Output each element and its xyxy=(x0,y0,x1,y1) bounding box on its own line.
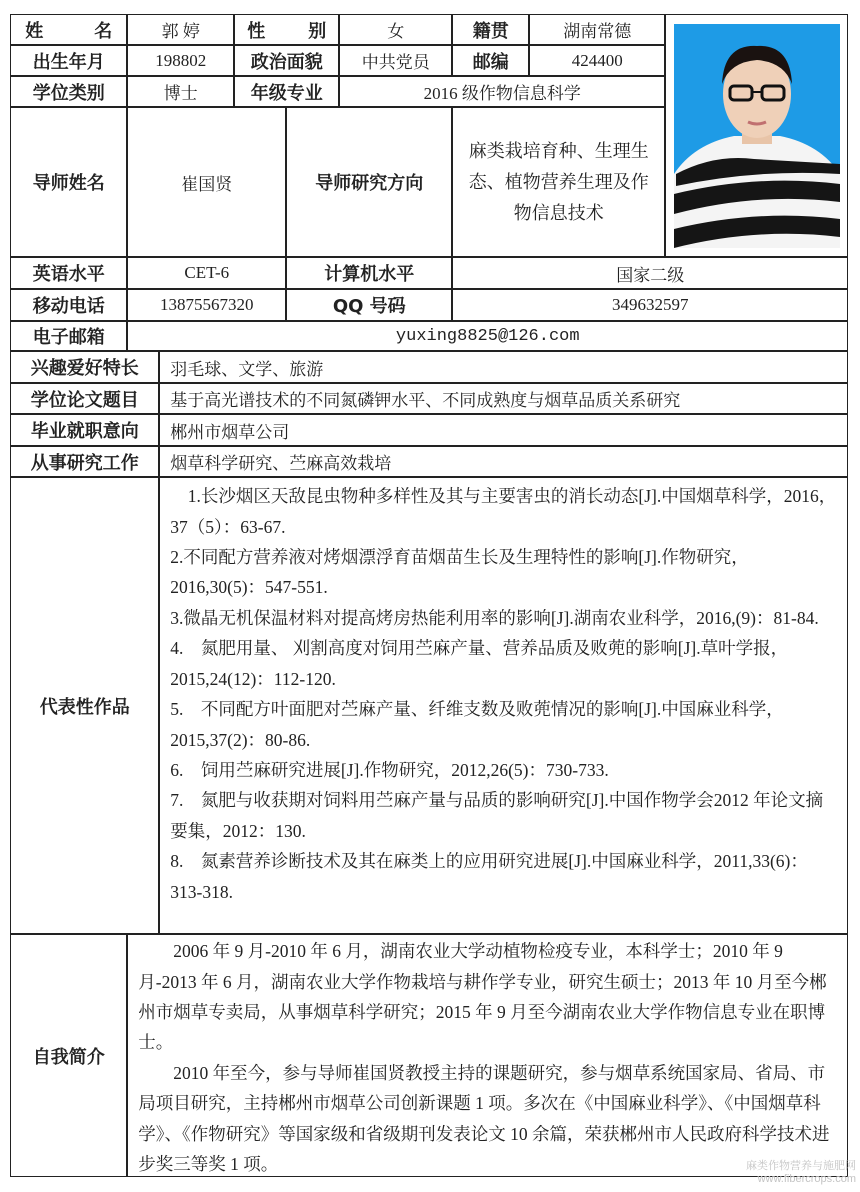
gender-value: 女 xyxy=(339,14,452,45)
english-label: 英语水平 xyxy=(10,257,127,289)
portrait-photo xyxy=(674,24,840,248)
works-label: 代表性作品 xyxy=(10,477,159,934)
advisor-direction-label: 导师研究方向 xyxy=(286,107,452,257)
phone-label: 移动电话 xyxy=(10,289,127,321)
name-label xyxy=(10,14,127,45)
intro-paragraph: 2006 年 9 月-2010 年 6 月，湖南农业大学动植物检疫专业，本科学士；2010 年 9 月-2013 年 6 月，湖南农业大学作物栽培与耕作学专业，研究生硕士；2013 年 10 月至今郴州市烟草专卖局，从事烟草科学研究；2015 年 9 月至今湖南农业大学作物信息专业在职博士。 xyxy=(138,941,827,1053)
gender-label xyxy=(234,14,339,45)
advisor-name-label: 导师姓名 xyxy=(10,107,127,257)
advisor-direction-value: 麻类栽培育种、生理生态、植物营养生理及作物信息技术 xyxy=(452,107,665,257)
email-value: yuxing8825@126.com xyxy=(127,321,848,351)
intro-label: 自我简介 xyxy=(10,934,127,1177)
thesis-value: 基于高光谱技术的不同氮磷钾水平、不同成熟度与烟草品质关系研究 xyxy=(159,383,848,414)
postcode-value: 424400 xyxy=(529,45,665,76)
research-label: 从事研究工作 xyxy=(10,446,159,477)
thesis-label: 学位论文题目 xyxy=(10,383,159,414)
email-label: 电子邮箱 xyxy=(10,321,127,351)
name-value: 郭 婷 xyxy=(127,14,234,45)
work-item: 5. 不同配方叶面肥对苎麻产量、纤维支数及败蔸情况的影响[J].中国麻业科学，2015,37(2)：80-86. xyxy=(170,699,784,750)
intro-paragraph: 2010 年至今，参与导师崔国贤教授主持的课题研究，参与烟草系统国家局、省局、市局项目研究，主持郴州市烟草公司创新课题 1 项。多次在《中国麻业科学》、《中国烟草科学》、《作物研究》等国家级和省级期刊发表论文 10 余篇，荣获郴州市人民政府科学技术进步奖三等奖 1 项。 xyxy=(138,1062,830,1175)
major-label: 年级专业 xyxy=(234,76,339,107)
hobbies-value: 羽毛球、文学、旅游 xyxy=(159,351,848,383)
politics-value: 中共党员 xyxy=(339,45,452,76)
work-item: 6. 饲用苎麻研究进展[J].作物研究，2012,26(5)：730-733. xyxy=(170,759,609,780)
birth-label: 出生年月 xyxy=(10,45,127,76)
advisor-name-value: 崔国贤 xyxy=(127,107,286,257)
work-item: 3.微晶无机保温材料对提高烤房热能利用率的影响[J].湖南农业科学，2016,(9)：81-84. xyxy=(170,607,819,628)
birth-value: 198802 xyxy=(127,45,234,76)
work-item: 7. 氮肥与收获期对饲料用苎麻产量与品质的影响研究[J].中国作物学会2012 年论文摘要集，2012：130. xyxy=(170,790,824,841)
career-label: 毕业就职意向 xyxy=(10,414,159,446)
photo-cell xyxy=(665,14,848,257)
watermark xyxy=(746,1160,856,1186)
name-label-text: 姓 名 xyxy=(25,20,113,42)
works-list xyxy=(159,477,848,934)
computer-value: 国家二级 xyxy=(452,257,848,289)
postcode-label: 邮编 xyxy=(452,45,529,76)
qq-value: 349632597 xyxy=(452,289,848,321)
intro-text xyxy=(127,934,848,1177)
work-item: 2.不同配方营养液对烤烟漂浮育苗烟苗生长及生理特性的影响[J].作物研究，2016,30(5)：547-551. xyxy=(170,547,749,598)
hometown-label: 籍贯 xyxy=(452,14,529,45)
qq-label: QQ 号码 xyxy=(286,289,452,321)
phone-value: 13875567320 xyxy=(127,289,286,321)
work-item: 4. 氮肥用量、 刈割高度对饲用苎麻产量、营养品质及败蔸的影响[J].草叶学报，2015,24(12)：112-120. xyxy=(170,638,789,689)
gender-label-text: 性 别 xyxy=(247,20,327,42)
work-item: 1.长沙烟区天敌昆虫物种多样性及其与主要害虫的消长动态[J].中国烟草科学，2016，37（5）：63-67. xyxy=(170,486,837,537)
computer-label: 计算机水平 xyxy=(286,257,452,289)
watermark-line2: www.fibercrops.com xyxy=(757,1173,856,1185)
work-item: 8. 氮素营养诊断技术及其在麻类上的应用研究进展[J].中国麻业科学，2011,33(6)：313-318. xyxy=(170,851,808,902)
politics-label: 政治面貌 xyxy=(234,45,339,76)
watermark-line1: 麻类作物营养与施肥网 xyxy=(746,1160,856,1172)
major-value: 2016 级作物信息科学 xyxy=(339,76,665,107)
hobbies-label: 兴趣爱好特长 xyxy=(10,351,159,383)
degree-label: 学位类别 xyxy=(10,76,127,107)
research-value: 烟草科学研究、苎麻高效栽培 xyxy=(159,446,848,477)
degree-value: 博士 xyxy=(127,76,234,107)
career-value: 郴州市烟草公司 xyxy=(159,414,848,446)
english-value: CET-6 xyxy=(127,257,286,289)
hometown-value: 湖南常德 xyxy=(529,14,665,45)
